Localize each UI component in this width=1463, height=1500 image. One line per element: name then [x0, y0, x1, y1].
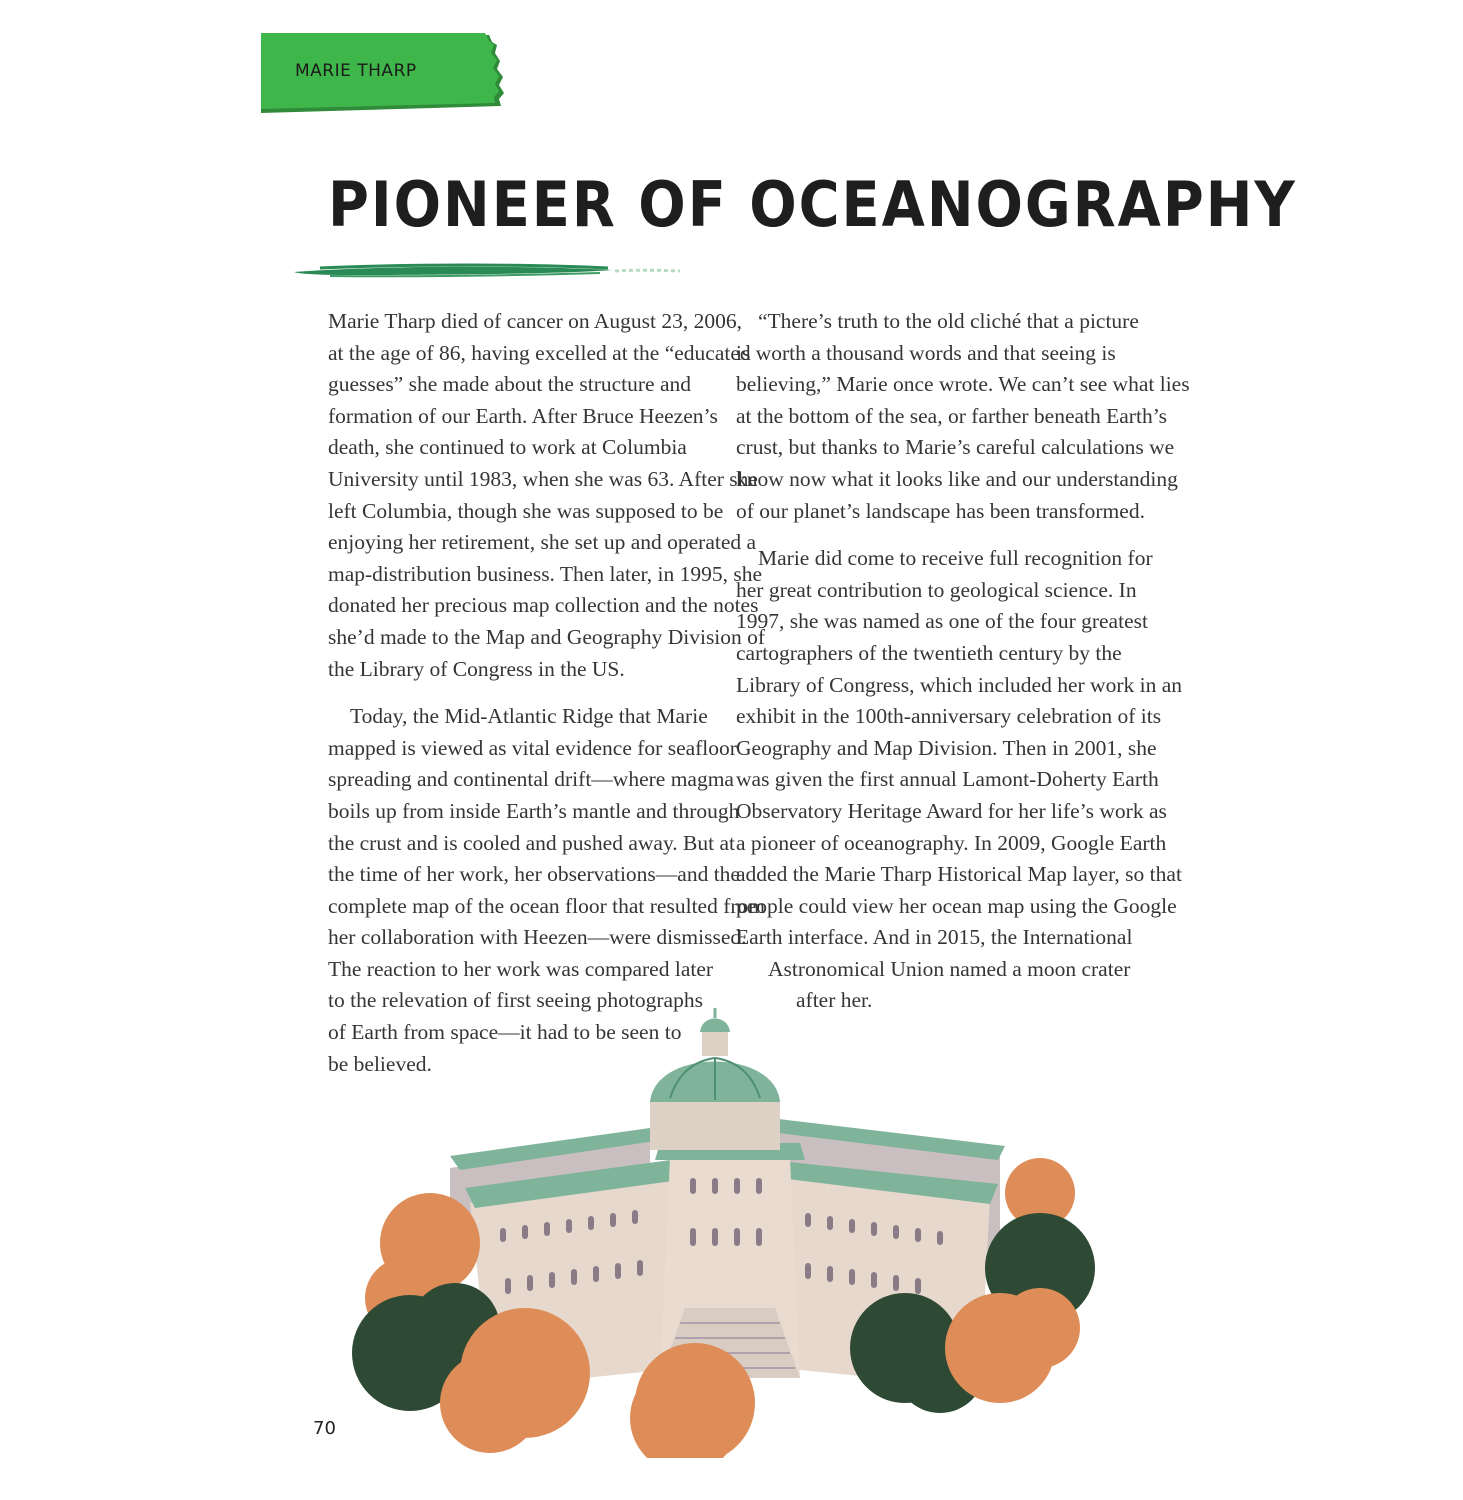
- text-line: Library of Congress, which included her work in an: [736, 672, 1183, 697]
- text-line: the Library of Congress in the US.: [328, 656, 625, 681]
- paragraph: [736, 543, 1183, 1017]
- text-line: formation of our Earth. After Bruce Heezen’s: [328, 403, 718, 428]
- text-line: to the relevation of first seeing photographs: [328, 988, 703, 1013]
- text-line: after her.: [796, 988, 873, 1013]
- text-line: know now what it looks like and our understanding: [736, 466, 1178, 491]
- page-number: 70: [313, 1418, 336, 1439]
- text-line: guesses” she made about the structure and: [328, 372, 691, 397]
- text-line: believing,” Marie once wrote. We can’t see what lies: [736, 372, 1190, 397]
- paragraph: [736, 306, 1190, 527]
- section-label: MARIE THARP: [295, 61, 417, 81]
- paragraph: [328, 306, 766, 685]
- text-line: Geography and Map Division. Then in 2001, she: [736, 735, 1157, 760]
- text-line: the time of her work, her observations—and the: [328, 862, 740, 887]
- text-line: is worth a thousand words and that seeing is: [736, 340, 1116, 365]
- text-line: her collaboration with Heezen—were dismissed.: [328, 925, 747, 950]
- text-line: the crust and is cooled and pushed away. But at: [328, 830, 735, 855]
- right-column: [736, 306, 1190, 1033]
- text-line: boils up from inside Earth’s mantle and through: [328, 798, 740, 823]
- text-line: people could view her ocean map using the Google: [736, 893, 1177, 918]
- brush-stroke-divider: [290, 262, 690, 282]
- text-line: Marie did come to receive full recognition for: [758, 546, 1153, 571]
- text-line: The reaction to her work was compared later: [328, 956, 714, 981]
- text-line: “There’s truth to the old cliché that a picture: [758, 309, 1139, 333]
- text-line: University until 1983, when she was 63. After she: [328, 466, 758, 491]
- text-line: Today, the Mid-Atlantic Ridge that Marie: [350, 704, 708, 729]
- text-line: at the age of 86, having excelled at the “educated: [328, 340, 751, 365]
- text-line: crust, but thanks to Marie’s careful calculations we: [736, 435, 1175, 460]
- text-line: her great contribution to geological science. In: [736, 577, 1137, 602]
- text-line: death, she continued to work at Columbia: [328, 435, 687, 460]
- text-line: complete map of the ocean floor that resulted from: [328, 893, 766, 918]
- text-line: Earth interface. And in 2015, the International: [736, 925, 1133, 950]
- text-line: donated her precious map collection and the notes: [328, 593, 759, 618]
- text-line: mapped is viewed as vital evidence for seafloor: [328, 735, 737, 760]
- text-line: Marie Tharp died of cancer on August 23, 2006,: [328, 309, 742, 333]
- text-line: added the Marie Tharp Historical Map layer, so that: [736, 862, 1182, 887]
- text-line: at the bottom of the sea, or farther beneath Earth’s: [736, 403, 1168, 428]
- text-line: left Columbia, though she was supposed to be: [328, 498, 724, 523]
- library-of-congress-illustration: [350, 1008, 1110, 1458]
- section-tab: [261, 33, 499, 111]
- text-line: be believed.: [328, 1051, 432, 1076]
- text-line: of Earth from space—it had to be seen to: [328, 1020, 682, 1045]
- text-line: exhibit in the 100th-anniversary celebration of its: [736, 704, 1162, 729]
- text-line: 1997, she was named as one of the four greatest: [736, 609, 1148, 634]
- text-line: of our planet’s landscape has been transformed.: [736, 498, 1145, 523]
- text-line: spreading and continental drift—where magma: [328, 767, 734, 792]
- text-line: she’d made to the Map and Geography Division of: [328, 624, 766, 649]
- text-line: a pioneer of oceanography. In 2009, Google Earth: [736, 830, 1167, 855]
- text-line: Astronomical Union named a moon crater: [768, 956, 1131, 981]
- text-line: was given the first annual Lamont-Doherty Earth: [736, 767, 1159, 792]
- text-line: enjoying her retirement, she set up and operated a: [328, 530, 757, 555]
- page-title: PIONEER OF OCEANOGRAPHY: [328, 168, 1297, 241]
- text-line: cartographers of the twentieth century by the: [736, 640, 1122, 665]
- text-line: map-distribution business. Then later, in 1995, she: [328, 561, 763, 586]
- text-line: Observatory Heritage Award for her life’s work as: [736, 798, 1167, 823]
- left-column: [328, 306, 766, 1096]
